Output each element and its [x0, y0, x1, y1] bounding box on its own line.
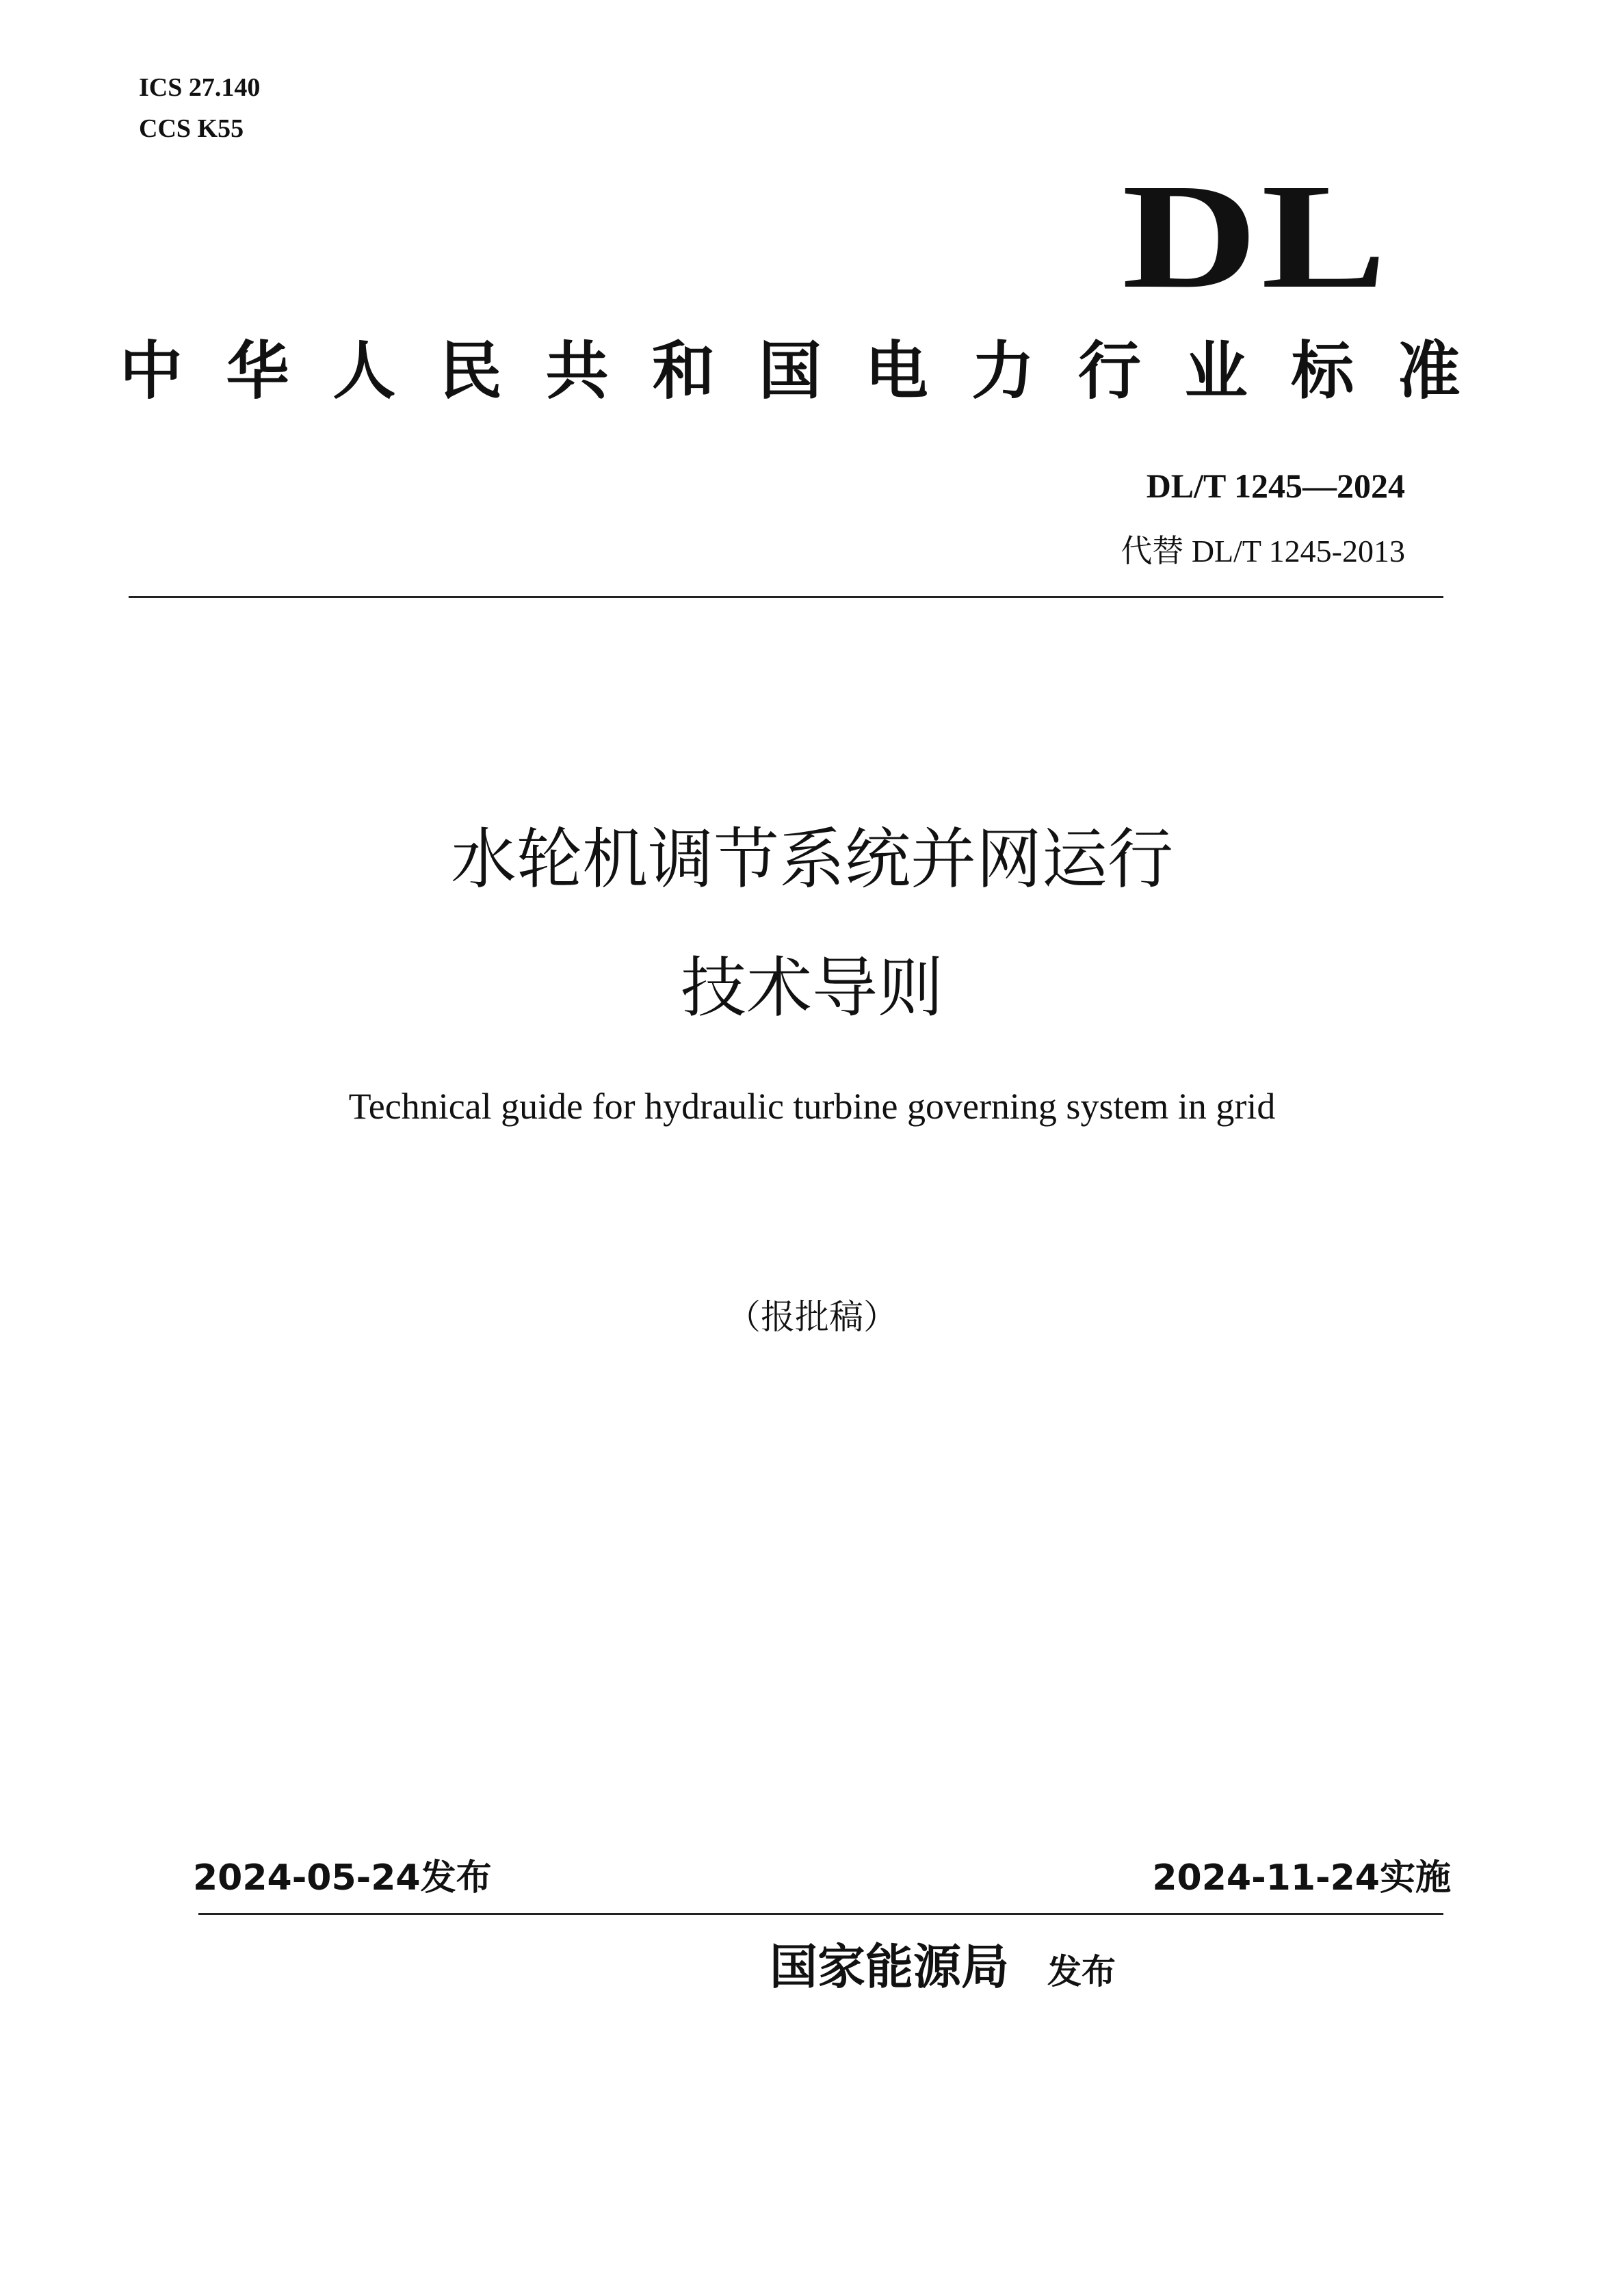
category-char: 电 — [865, 337, 928, 406]
header-divider — [129, 596, 1443, 598]
ccs-code: CCS K55 — [139, 114, 244, 143]
replaces-standard: 代替 DL/T 1245-2013 — [1121, 534, 1405, 569]
category-char: 行 — [1077, 337, 1141, 406]
standard-number: DL/T 1245—2024 — [1146, 467, 1405, 505]
category-char: 标 — [1291, 337, 1354, 406]
dl-logo: DL — [1122, 153, 1391, 319]
category-char: 中 — [120, 337, 183, 406]
category-char: 华 — [226, 337, 289, 406]
category-char: 准 — [1397, 337, 1461, 406]
category-char: 共 — [545, 337, 609, 406]
issuer-name: 国家能源局 — [770, 1939, 1009, 1995]
document-title-english: Technical guide for hydraulic turbine governing system in grid — [348, 1086, 1276, 1127]
category-char: 和 — [652, 337, 716, 406]
issuer-suffix: 发布 — [1047, 1952, 1116, 1992]
category-char: 人 — [332, 337, 396, 406]
implementation-date: 2024-11-24实施 — [1152, 1857, 1451, 1899]
document-title-line-2: 技术导则 — [681, 950, 943, 1026]
ics-code: ICS 27.140 — [139, 73, 261, 102]
category-char: 国 — [758, 337, 822, 406]
category-char: 业 — [1184, 337, 1248, 406]
category-char: 民 — [438, 337, 502, 406]
category-char: 力 — [971, 337, 1035, 406]
issuer-block — [770, 1936, 1116, 2003]
draft-status: （报批稿） — [726, 1297, 898, 1337]
document-title-line-1: 水轮机调节系统并网运行 — [451, 821, 1173, 898]
standard-category-title — [120, 330, 1461, 413]
footer-divider — [198, 1913, 1443, 1915]
release-date: 2024-05-24发布 — [193, 1857, 492, 1899]
